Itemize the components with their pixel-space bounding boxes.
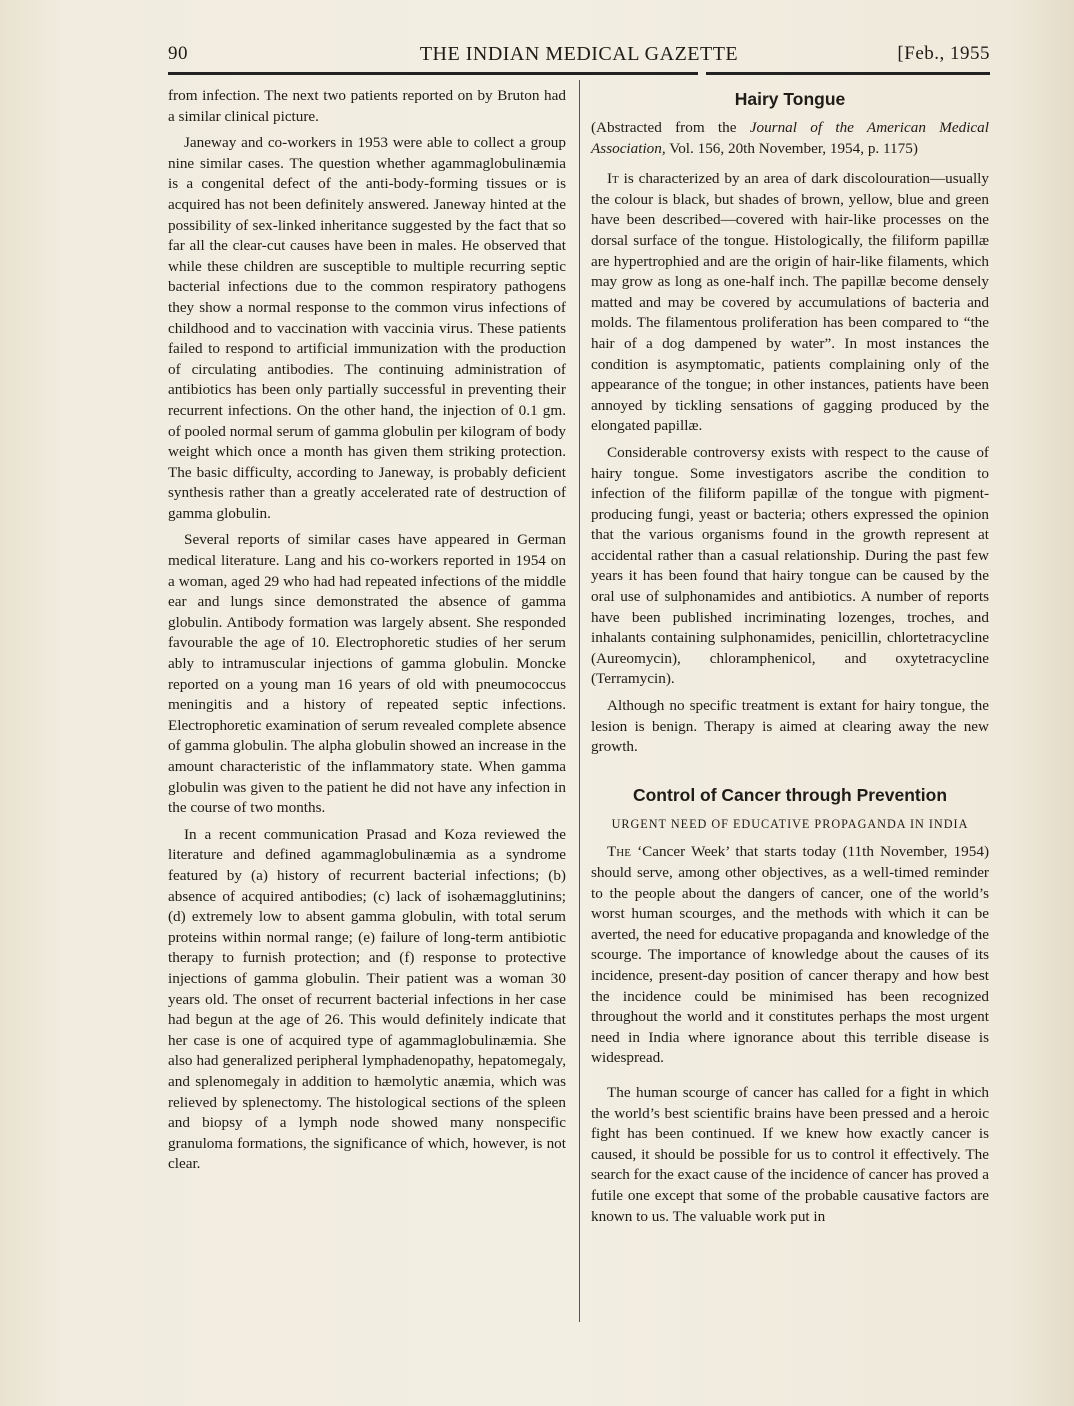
paragraph-text: ‘Cancer Week’ that starts today (11th November, 1954) should serve, among other objectives, as a well-timed reminder to the people about the dangers of cancer, one of the world’s worst human scourges, and the methods with which it can be averted, the need for educative propaganda and knowledge of the scourge. The importance of knowledge about the causes of its incidence, present-day position of cancer therapy and how best the incidence could be minimised has been recognized throughout the world and it constitutes perhaps the most urgent need in India where ignorance about this terrible disease is widespread.: [591, 843, 989, 1067]
header-rule-left: [168, 72, 698, 75]
header-rule-right: [706, 72, 990, 75]
left-column: [168, 86, 566, 1181]
lead-word: It: [607, 170, 619, 188]
paragraph: The human scourge of cancer has called for a fight in which the world’s best scientific brains have been pressed and a heroic fight has been continued. If we knew how exactly cancer is caused, it should be possible for us to control it effectively. The search for the exact cause of the incidence of cancer has proved a futile one except that some of the probable causative factors are known to us. The valuable work put in: [591, 1083, 989, 1225]
abstract-source: [591, 118, 989, 159]
running-header: [168, 40, 990, 70]
abstract-prefix: (Abstracted from the: [591, 119, 750, 136]
paragraph: [591, 169, 989, 437]
lead-word: The: [607, 843, 631, 861]
paragraph: Considerable controversy exists with respect to the cause of hairy tongue. Some investigators ascribe the condition to infection of the filiform papillæ of the tongue with pigment-producing fungi, yeast or bacteria; others expressed the opinion that the various organisms found in the growth represent at accidental rather than a casual relationship. During the past few years it has been found that hairy tongue can be caused by the oral use of sulphonamides and antibiotics. A number of reports have been published incriminating lozenges, troches, and inhalants containing sulphonamides, penicillin, chlortetracycline (Aureomycin), chloramphenicol, and oxytetracycline (Terramycin).: [591, 443, 989, 688]
column-divider: [579, 80, 580, 1322]
page-number: 90: [168, 43, 188, 64]
paragraph: [591, 842, 989, 1069]
abstract-suffix: Vol. 156, 20th November, 1954, p. 1175): [665, 139, 918, 157]
article-heading-hairy-tongue: Hairy Tongue: [734, 89, 846, 109]
paragraph: In a recent communication Prasad and Koza reviewed the literature and defined agammaglobulinæmia as a syndrome featured by (a) history of recurrent bacterial infections; (b) absence of acquired antibodies; (c) lack of isohæmagglutinins; (d) extremely low to absent gamma globulin, with total serum proteins within normal range; (e) failure of long-term antibiotic therapy to furnish protection; and (f) response to protective injections of gamma globulin. Their patient was a woman 30 years old. The onset of recurrent bacterial infections in her case had begun at the age of 26. This would definitely indicate that her case is one of acquired type of agammaglobulinæmia. She also had generalized peripheral lymphadenopathy, hepatomegaly, and splenomegaly in addition to hæmolytic anæmia, which was relieved by splenectomy. The histological sections of the spleen and biopsy of a lymph node showed many nonspecific granuloma formations, the significance of which, however, is not clear.: [168, 825, 566, 1173]
issue-date: [Feb., 1955: [897, 43, 990, 64]
paragraph: from infection. The next two patients reported on by Bruton had a similar clinical picture.: [168, 87, 566, 125]
paragraph: Although no specific treatment is extant for hairy tongue, the lesion is benign. Therapy is aimed at clearing away the new growth.: [591, 697, 989, 756]
journal-title: THE INDIAN MEDICAL GAZETTE: [419, 43, 739, 65]
article-heading-cancer: Control of Cancer through Prevention: [632, 784, 948, 805]
abstract-journal: Journal of the American Medical Association,: [591, 119, 989, 157]
right-column: [591, 86, 989, 1233]
paragraph: Janeway and co-workers in 1953 were able to collect a group nine similar cases. The question whether agammaglobulinæmia is a congenital defect of the anti-body-forming tissues or is acquired has not been definitely answered. Janeway hinted at the possibility of sex-linked inheritance suggested by the fact that so far all the clear-cut causes have been in males. He observed that while these children are susceptible to multiple recurring septic bacterial infections due to the common respiratory pathogens they show a normal response to the common virus infections of childhood and to vaccination with vaccinia virus. These patients failed to respond to artificial immunization with the production of circulating antibodies. The continuing administration of antibiotics has been only partially successful in preventing their recurrent infections. On the other hand, the injection of 0.1 gm. of pooled normal serum of gamma globulin per kilogram of body weight which once a month has given them striking protection. The basic difficulty, according to Janeway, is probably deficient synthesis rather than a greatly accelerated rate of destruction of gamma globulin.: [168, 134, 566, 522]
paragraph: Several reports of similar cases have appeared in German medical literature. Lang and his co-workers reported in 1954 on a woman, aged 29 who had had repeated infections of the middle ear and lungs since demonstrated the absence of gamma globulin. Antibody formation was largely absent. She responded favourable the age of 10. Electrophoretic studies of her serum ably to intramuscular injections of gamma globulin. Moncke reported on a young man 16 years of old with pneumococcus meningitis and a history of repeated septic infections. Electrophoretic examination of serum revealed complete absence of gamma globulin. The alpha globulin showed an increase in the amount characteristic of the inflammatory state. When gamma globulin was given to the patient he did not have any infection in the course of two months.: [168, 531, 566, 817]
paragraph-text: is characterized by an area of dark discolouration—usually the colour is black, but shades of brown, yellow, blue and green have been described—covered with hair-like processes on the dorsal surface of the tongue. Histologically, the filiform papillæ are hypertrophied and are the origin of hair-like filaments, which may grow as long as one-half inch. The papillæ become densely matted and may be covered by accumulations of bacteria and molds. The filamentous proliferation has been compared to “the hair of a dog dampened by water”. In most instances the condition is asymptomatic, patients complaining only of the appearance of the tongue; in other instances, patients have been annoyed by tickling sensations of gagging produced by the elongated papillæ.: [591, 170, 989, 435]
article-subheading: URGENT NEED OF EDUCATIVE PROPAGANDA IN INDIA: [611, 816, 969, 831]
